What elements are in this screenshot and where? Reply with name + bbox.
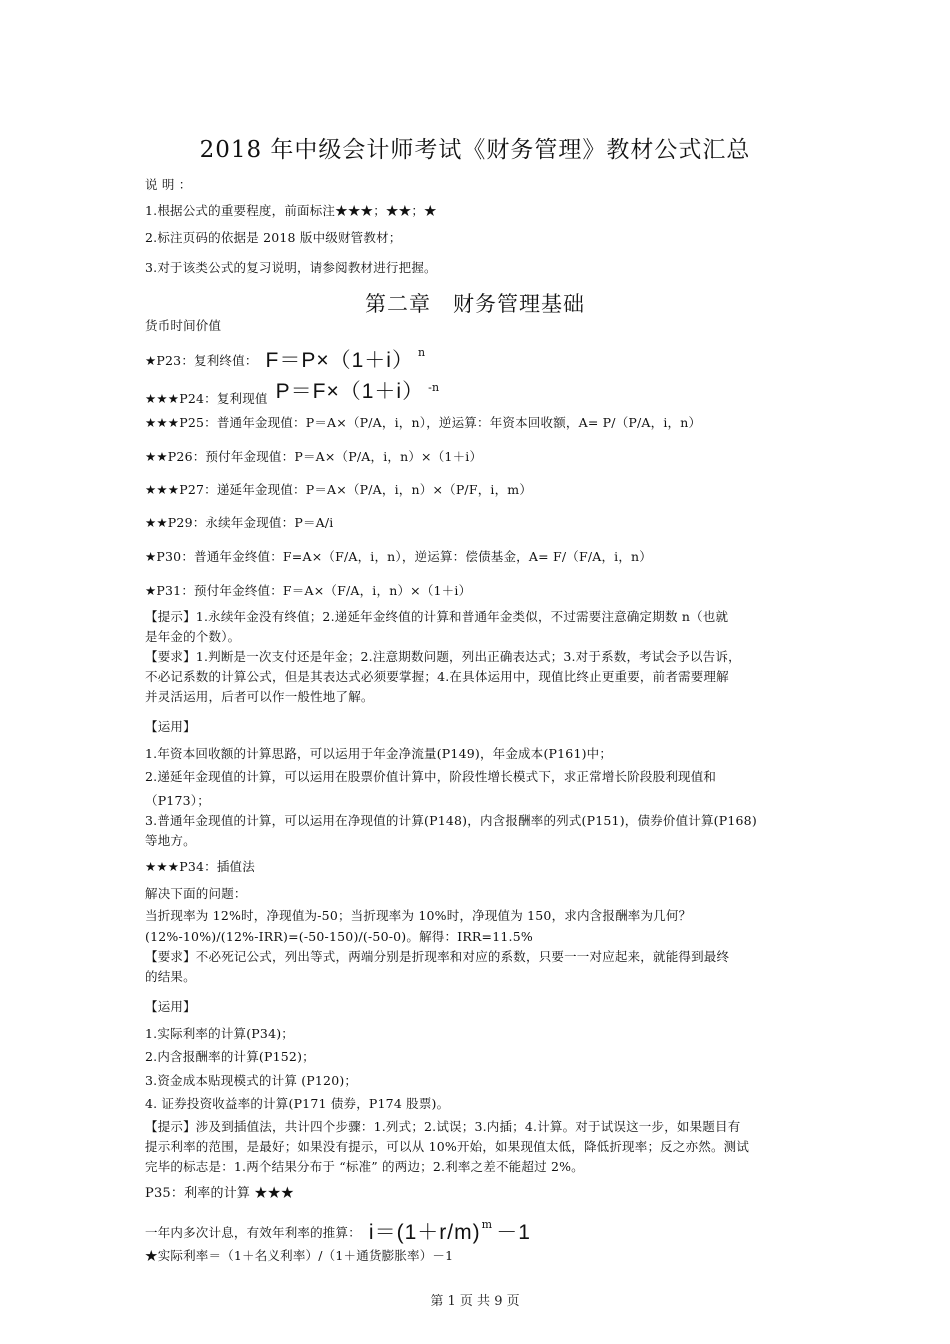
tip-line: 提示利率的范围，是最好；如果没有提示，可以从 10%开始，如果现值太低，降低折现率；反之亦然。测试 [145, 1139, 750, 1154]
formula-expression: i＝(1＋r/m) [368, 1221, 481, 1244]
intro-item: 1.根据公式的重要程度，前面标注★★★；★★；★ [145, 203, 437, 218]
formula-item: ★★P26：预付年金现值：P＝A×（P/A，i，n）×（1＋i） [145, 449, 483, 464]
formula-item: ★★P29：永续年金现值：P＝A/i [145, 515, 334, 530]
section-heading: 货币时间价值 [145, 318, 222, 333]
page-footer: 第 1 页 共 9 页 [430, 1294, 520, 1309]
formula-expression: P＝F×（1＋i） [275, 380, 425, 403]
interpolation-line: 解决下面的问题： [145, 886, 247, 901]
apply-line: 1.年资本回收额的计算思路，可以运用于年金净流量(P149)，年金成本(P161)中； [145, 746, 613, 761]
tip-line: 完毕的标志是：1.两个结果分布于 “标准” 的两边；2.利率之差不能超过 2%。 [145, 1159, 584, 1174]
formula-label: ★P23：复利终值： [145, 353, 258, 368]
interpolation-line: 【要求】不必死记公式，列出等式，两端分别是折现率和对应的系数，只要一一对应起来，就能得到最终 [145, 949, 730, 964]
apply-line: 4. 证券投资收益率的计算(P171 债券，P174 股票)。 [145, 1096, 450, 1111]
formula-item: ★P30：普通年金终值：F=A×（F/A，i，n），逆运算：偿债基金，A= F/（F/A，i，n） [145, 549, 652, 564]
tip-line: 【提示】1.永续年金没有终值；2.递延年金终值的计算和普通年金类似，不过需要注意确定期数 n（也就 [145, 609, 729, 624]
tip-line: 是年金的个数）。 [145, 629, 241, 644]
apply-heading: 【运用】 [145, 999, 196, 1014]
interpolation-line: 当折现率为 12%时，净现值为-50；当折现率为 10%时，净现值为 150，求内含报酬率为几何？ [145, 908, 692, 923]
apply-line: （P173）； [145, 793, 210, 808]
formula-compound-present-value [145, 379, 439, 407]
apply-line: 3.普通年金现值的计算，可以运用在净现值的计算(P148)，内含报酬率的列式(P151)，债券价值计算(P168) [145, 813, 757, 828]
formula-expression: F＝P×（1＋i） [265, 349, 414, 372]
requirement-line: 【要求】1.判断是一次支付还是年金；2.注意期数问题，列出正确表达式；3.对于系数，考试会予以告诉， [145, 649, 741, 664]
formula-item: ★P31：预付年金终值：F＝A×（F/A，i，n）×（1＋i） [145, 583, 472, 598]
formula-item: ★★★P27：递延年金现值：P＝A×（P/A，i，n）×（P/F，i，m） [145, 482, 533, 497]
apply-line: 等地方。 [145, 833, 196, 848]
tip-line: 【提示】涉及到插值法，共计四个步骤：1.列式；2.试误；3.内插；4.计算。对于试误这一步，如果题目有 [145, 1119, 741, 1134]
apply-heading: 【运用】 [145, 719, 196, 734]
apply-line: 1.实际利率的计算(P34)； [145, 1026, 294, 1041]
apply-line: 2.内含报酬率的计算(P152)； [145, 1049, 315, 1064]
formula-item: ★★★P25：普通年金现值：P＝A×（P/A，i，n），逆运算：年资本回收额，A= P/（P/A，i，n） [145, 415, 702, 430]
formula-tail: －1 [496, 1221, 531, 1244]
formula-label: 一年内多次计息，有效年利率的推算： [145, 1225, 361, 1240]
intro-item: 2.标注页码的依据是 2018 版中级财管教材； [145, 230, 402, 245]
rate-heading: P35：利率的计算 ★★★ [145, 1186, 295, 1201]
real-rate-formula: ★实际利率＝（1＋名义利率）/（1＋通货膨胀率）－1 [145, 1248, 454, 1263]
intro-item: 3.对于该类公式的复习说明，请参阅教材进行把握。 [145, 260, 437, 275]
formula-label: ★★★P24：复利现值 [145, 391, 268, 406]
chapter-heading: 第二章 财务管理基础 [365, 292, 585, 316]
intro-heading: 说 明 ： [145, 177, 192, 192]
formula-exponent: m [481, 1218, 493, 1231]
apply-line: 2.递延年金现值的计算，可以运用在股票价值计算中，阶段性增长模式下，求正常增长阶段股利现值和 [145, 769, 717, 784]
requirement-line: 并灵活运用，后者可以作一般性地了解。 [145, 689, 374, 704]
interpolation-line: 的结果。 [145, 969, 196, 984]
effective-rate-formula [145, 1216, 531, 1244]
interpolation-line: (12%-10%)/(12%-IRR)=(-50-150)/(-50-0)。解得：IRR=11.5% [145, 929, 533, 944]
formula-exponent: -n [428, 381, 440, 394]
requirement-line: 不必记系数的计算公式，但是其表达式必须要掌握；4.在具体运用中，现值比终止更重要，前者需要理解 [145, 669, 729, 684]
formula-exponent: n [417, 346, 426, 359]
document-title: 2018 年中级会计师考试《财务管理》教材公式汇总 [199, 137, 751, 163]
formula-compound-future-value [145, 344, 426, 372]
interpolation-heading: ★★★P34：插值法 [145, 859, 255, 874]
apply-line: 3.资金成本贴现模式的计算 (P120)； [145, 1073, 358, 1088]
